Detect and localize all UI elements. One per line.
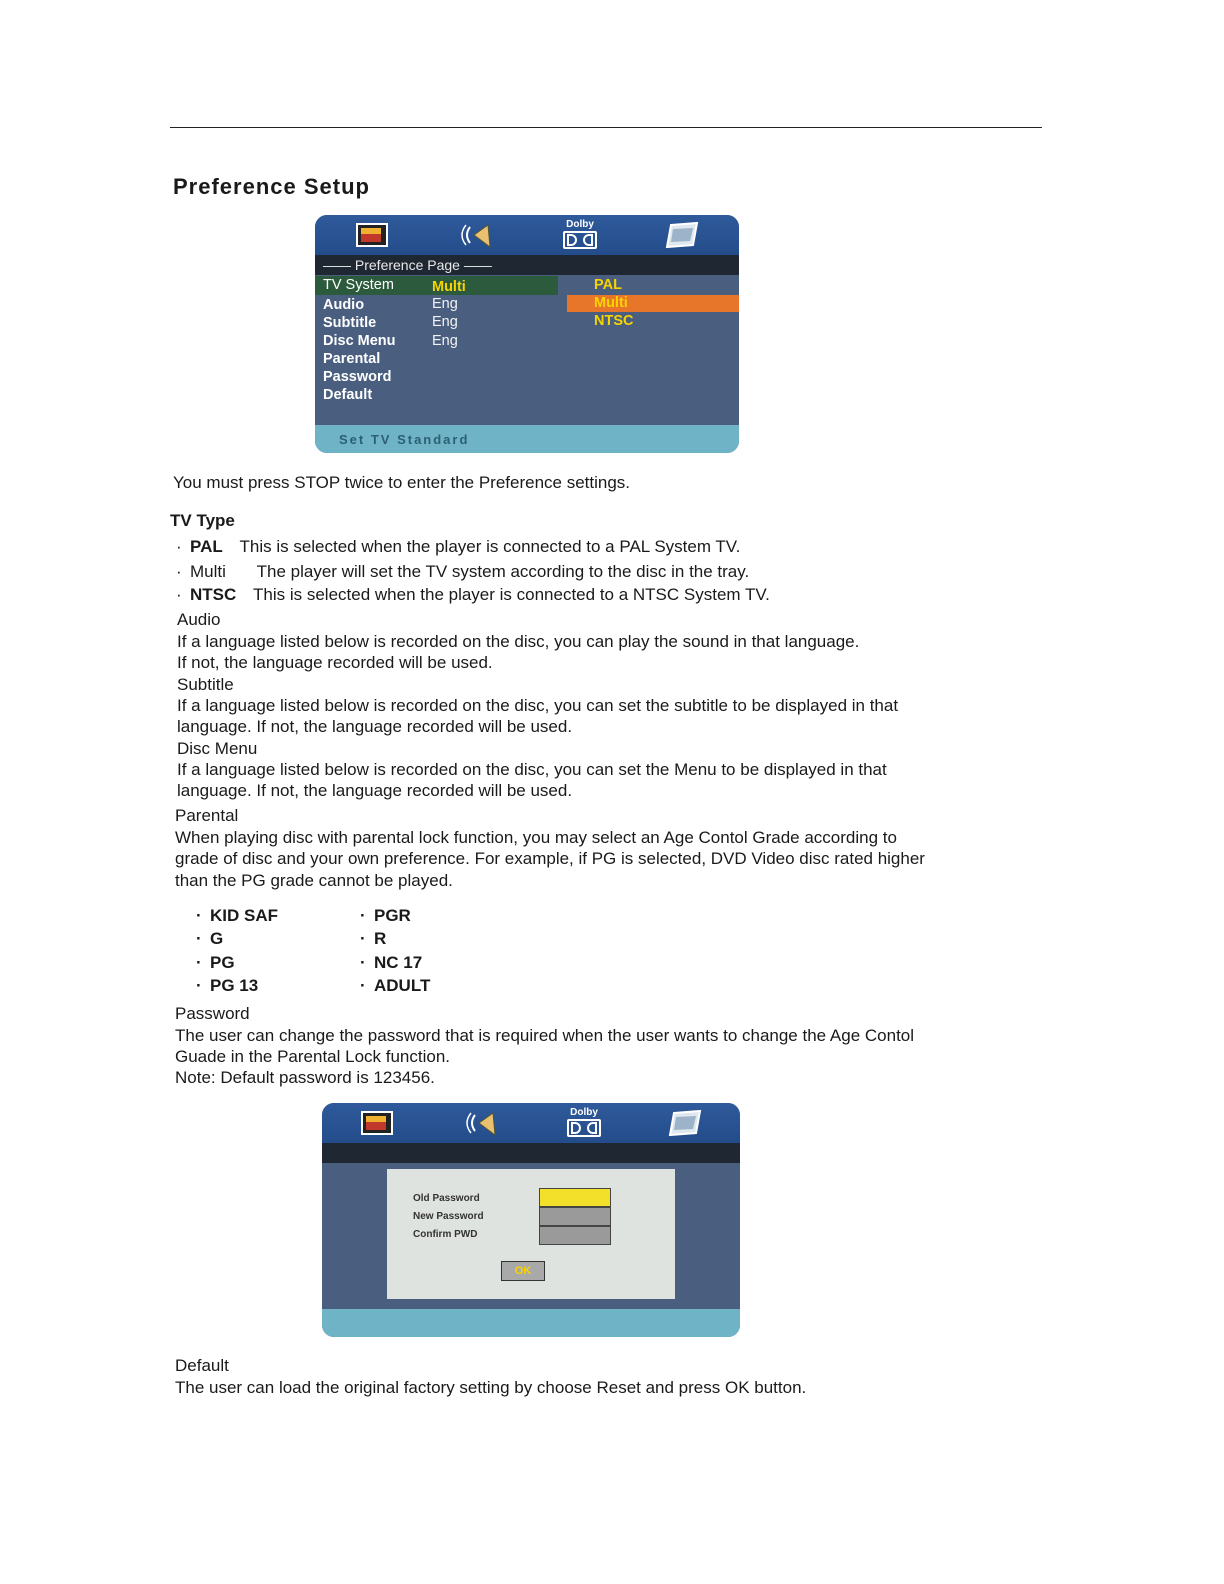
grade-item: · R (360, 929, 387, 948)
dolby-label: Dolby (566, 219, 594, 230)
intro-text: You must press STOP twice to enter the Preference settings. (173, 473, 631, 492)
disc-menu-heading: Disc Menu (177, 739, 258, 758)
dolby-label: Dolby (570, 1107, 598, 1118)
audio-line-1: If a language listed below is recorded on the disc, you can play the sound in that language. (177, 632, 860, 651)
parental-heading: Parental (175, 806, 239, 825)
password-note: Note: Default password is 123456. (175, 1068, 435, 1087)
menu-value-subtitle: Eng (432, 314, 458, 330)
osd-title-bar (322, 1143, 740, 1163)
speaker-icon (465, 1109, 499, 1137)
dolby-icon (560, 219, 600, 252)
grade-item: · PG (196, 953, 235, 972)
password-line-1: The user can change the password that is required when the user wants to change the Age Contol (175, 1026, 915, 1045)
menu-item-parental[interactable]: Parental (323, 351, 381, 367)
audio-heading: Audio (177, 610, 221, 629)
grade-item: · NC 17 (360, 953, 423, 972)
disc-menu-line-1: If a language listed below is recorded on the disc, you can set the Menu to be displayed in that (177, 760, 887, 779)
menu-item-subtitle[interactable]: Subtitle (323, 315, 377, 331)
new-password-label: New Password (413, 1211, 484, 1222)
term-ntsc: NTSC (190, 585, 237, 604)
desc-ntsc: This is selected when the player is connected to a NTSC System TV. (253, 585, 770, 604)
tv-icon (360, 1109, 394, 1137)
menu-value-disc-menu: Eng (432, 333, 458, 349)
header-rule (170, 127, 1042, 128)
menu-item-default[interactable]: Default (323, 387, 373, 403)
tv-type-heading: TV Type (170, 511, 235, 530)
menu-item-audio[interactable]: Audio (323, 297, 365, 313)
subtitle-heading: Subtitle (177, 675, 234, 694)
preferences-icon (665, 221, 699, 249)
parental-line-1: When playing disc with parental lock function, you may select an Age Contol Grade according to (175, 828, 897, 847)
osd-hint: Set TV Standard (339, 432, 470, 447)
osd-footer (322, 1309, 740, 1337)
osd-password-dialog (322, 1103, 740, 1337)
osd-title-bar (315, 255, 739, 275)
option-highlight (567, 295, 739, 312)
disc-menu-line-2: language. If not, the language recorded will be used. (177, 781, 573, 800)
new-password-field[interactable] (539, 1207, 611, 1226)
ok-button[interactable]: OK (501, 1261, 545, 1281)
menu-item-password[interactable]: Password (323, 369, 392, 385)
osd-preference-page (315, 215, 739, 453)
menu-value-audio: Eng (432, 296, 458, 312)
option-pal[interactable]: PAL (594, 277, 622, 293)
preferences-icon (668, 1109, 702, 1137)
desc-pal: This is selected when the player is connected to a PAL System TV. (239, 537, 741, 556)
password-heading: Password (175, 1004, 250, 1023)
subtitle-line-2: language. If not, the language recorded will be used. (177, 717, 573, 736)
dolby-icon (564, 1107, 604, 1140)
menu-value-tv-system: Multi (432, 279, 466, 295)
default-heading: Default (175, 1356, 229, 1375)
old-password-label: Old Password (413, 1193, 480, 1204)
grade-item: · G (196, 929, 224, 948)
option-multi[interactable]: Multi (594, 295, 628, 311)
password-line-2: Guade in the Parental Lock function. (175, 1047, 451, 1066)
speaker-icon (460, 221, 494, 249)
tv-type-ntsc: · NTSC This is selected when the player is connected to a NTSC System TV. (176, 585, 770, 604)
old-password-field[interactable] (539, 1188, 611, 1207)
osd-footer (315, 425, 739, 453)
default-line-1: The user can load the original factory setting by choose Reset and press OK button. (175, 1378, 807, 1397)
confirm-pwd-field[interactable] (539, 1226, 611, 1245)
tv-type-multi: · Multi The player will set the TV system according to the disc in the tray. (176, 562, 750, 581)
grade-item: · KID SAF (196, 906, 278, 925)
term-multi: Multi (190, 562, 226, 581)
page-title: Preference Setup (173, 174, 370, 199)
audio-line-2: If not, the language recorded will be used. (177, 653, 493, 672)
grade-item: · PG 13 (196, 976, 259, 995)
osd-page-label: —— Preference Page —— (323, 257, 492, 273)
parental-line-2: grade of disc and your own preference. For example, if PG is selected, DVD Video disc rated higher (175, 849, 925, 868)
desc-multi: The player will set the TV system according to the disc in the tray. (256, 562, 750, 581)
tv-type-pal: · PAL This is selected when the player is connected to a PAL System TV. (176, 537, 741, 556)
grade-item: · PGR (360, 906, 411, 925)
password-dialog (387, 1169, 675, 1299)
confirm-pwd-label: Confirm PWD (413, 1229, 478, 1240)
tv-icon (355, 221, 389, 249)
parental-line-3: than the PG grade cannot be played. (175, 871, 453, 890)
osd-icon-bar (315, 215, 739, 255)
menu-item-tv-system[interactable]: TV System (323, 277, 394, 293)
option-ntsc[interactable]: NTSC (594, 313, 634, 329)
menu-item-disc-menu[interactable]: Disc Menu (323, 333, 396, 349)
term-pal: PAL (190, 537, 223, 556)
grade-item: · ADULT (360, 976, 431, 995)
osd-icon-bar (322, 1103, 740, 1143)
subtitle-line-1: If a language listed below is recorded on the disc, you can set the subtitle to be displayed in that (177, 696, 899, 715)
